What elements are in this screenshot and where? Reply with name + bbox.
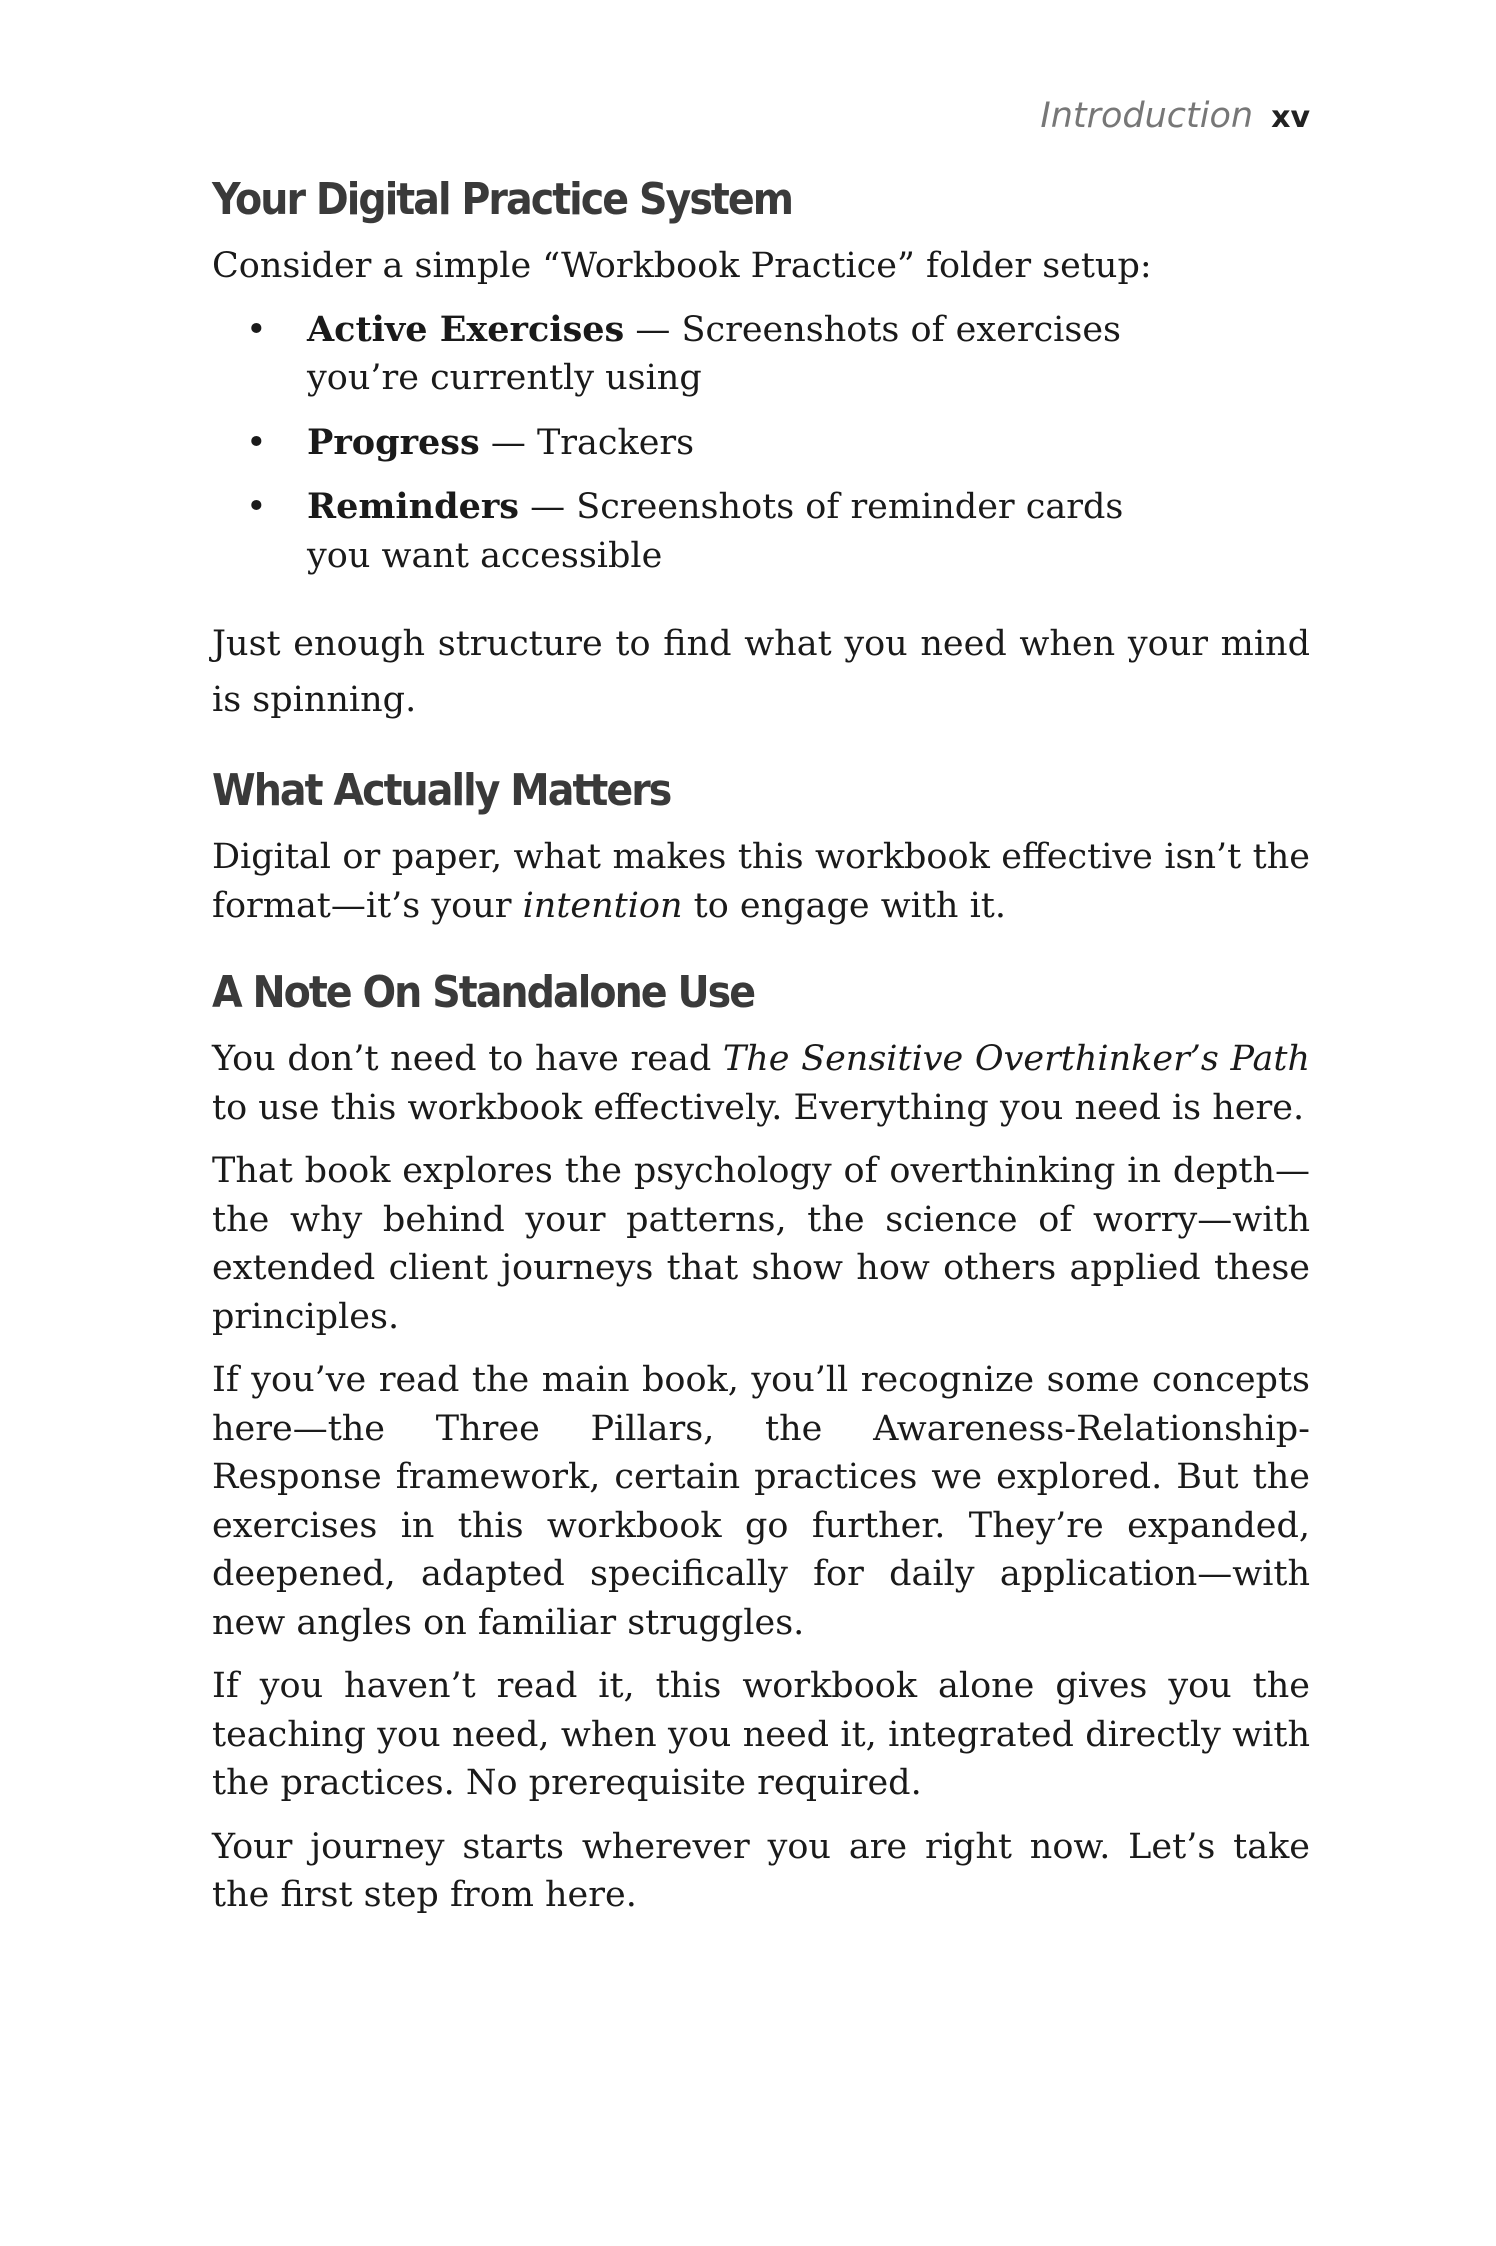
list-item-term: Progress — [307, 421, 480, 463]
heading-standalone-use: A Note On Standalone Use — [212, 967, 755, 1018]
paragraph-intention-end: to engage with it. — [682, 885, 1006, 926]
paragraph-intention — [212, 833, 1310, 930]
page-number: xv — [1271, 100, 1310, 135]
page-body — [212, 170, 1310, 1935]
paragraph-standalone-1-text: You don’t need to have read — [212, 1039, 723, 1079]
list-item — [246, 419, 1310, 468]
emphasis-intention: intention — [522, 885, 683, 926]
paragraph-standalone-3: If you’ve read the main book, you’ll recognize some concepts here—the Three Pillars, the Awareness-Relationship-Response framework, certain practices we explored. But the exercises in this workbook go further. They’re expanded, deepened, adapted specifically for daily application—with new angles on familiar struggles. — [212, 1360, 1310, 1643]
heading-digital-practice-system: Your Digital Practice System — [212, 174, 793, 225]
bullet-icon: • — [246, 422, 267, 463]
paragraph-standalone-4: If you haven’t read it, this workbook alone gives you the teaching you need, when you need it, integrated directly with the practices. No prerequisite required. — [212, 1666, 1310, 1803]
list-item-text: — Trackers — [479, 422, 695, 463]
running-head — [1040, 96, 1310, 136]
heading-what-actually-matters: What Actually Matters — [212, 765, 671, 816]
list-item — [246, 483, 1310, 580]
folder-list — [212, 306, 1310, 581]
list-item — [246, 306, 1310, 403]
list-item-term: Active Exercises — [307, 308, 625, 350]
list-item-term: Reminders — [307, 486, 520, 527]
bullet-icon: • — [246, 487, 267, 527]
paragraph-intention-text: Digital or paper, what makes this workbook effective isn’t the format—it’s your — [212, 837, 1310, 926]
paragraph-standalone-1 — [212, 1035, 1310, 1132]
list-item-text: — Screenshots of reminder cards you want accessible — [307, 487, 1124, 576]
list-item-text: — Screenshots of exercises you’re currently using — [307, 309, 1121, 398]
paragraph-structure: Just enough structure to find what you need when your mind is spinning. — [212, 624, 1310, 720]
paragraph-standalone-1-end: to use this workbook effectively. Everything you need is here. — [212, 1087, 1305, 1128]
paragraph-standalone-2: That book explores the psychology of overthinking in depth—the why behind your patterns, the science of worry—with extended client journeys that show how others applied these principles. — [212, 1151, 1310, 1337]
running-head-section: Introduction — [1040, 96, 1254, 136]
paragraph-standalone-5: Your journey starts wherever you are right now. Let’s take the first step from here. — [212, 1826, 1310, 1915]
book-title: The Sensitive Overthinker’s Path — [722, 1039, 1310, 1079]
bullet-icon: • — [246, 309, 267, 350]
paragraph-folder-setup-intro: Consider a simple “Workbook Practice” folder setup: — [212, 246, 1152, 286]
